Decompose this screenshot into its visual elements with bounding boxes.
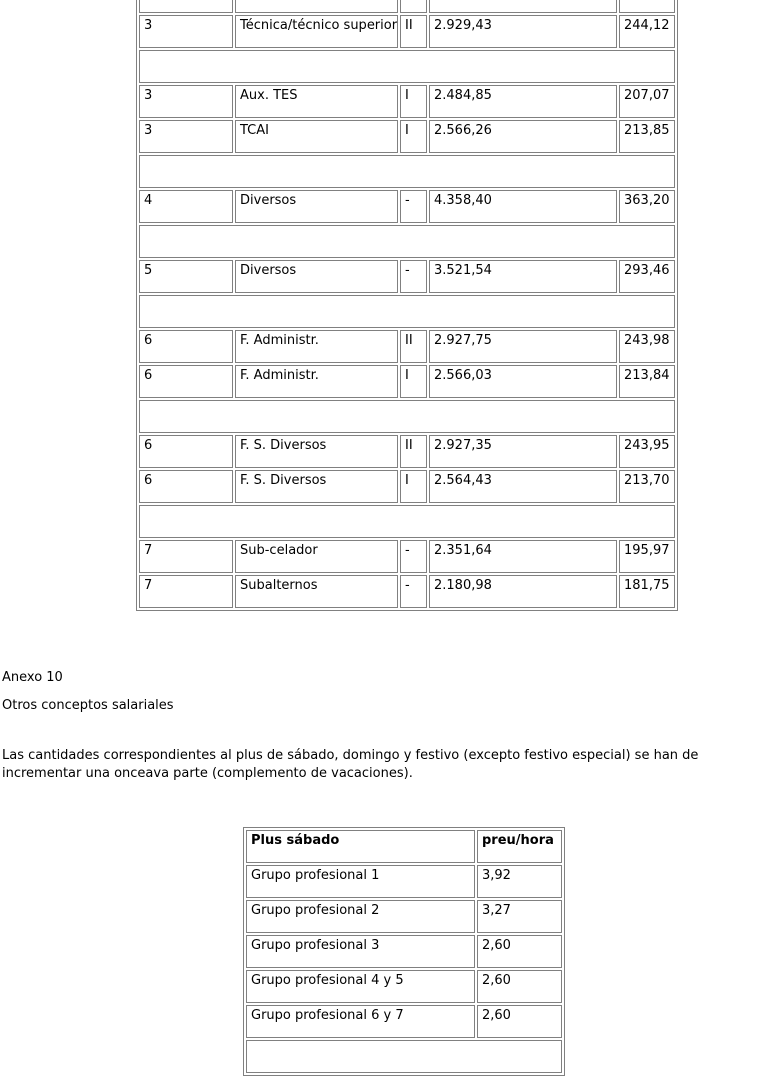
level-cell: I: [400, 120, 427, 153]
monthly-amount-cell: 2.180,98: [429, 575, 617, 608]
table-row: [246, 970, 562, 1003]
group-label-cell: Grupo profesional 6 y 7: [246, 1005, 475, 1038]
category-cell: [235, 0, 398, 13]
group-number-cell: 5: [139, 260, 233, 293]
spacer-cell: [139, 225, 675, 258]
table-row: [246, 1005, 562, 1038]
daily-amount-cell: 213,85: [619, 120, 675, 153]
group-number-cell: 7: [139, 540, 233, 573]
table-row: [246, 900, 562, 933]
level-cell: I: [400, 85, 427, 118]
spacer-row: [246, 1040, 562, 1073]
level-cell: -: [400, 540, 427, 573]
category-cell: Técnica/técnico superior: [235, 15, 398, 48]
table-row: [246, 935, 562, 968]
spacer-cell: [139, 50, 675, 83]
plus-sabado-table: [243, 827, 565, 1076]
category-cell: TCAI: [235, 120, 398, 153]
table-row: [139, 15, 675, 48]
daily-amount-cell: 363,20: [619, 190, 675, 223]
category-cell: Diversos: [235, 260, 398, 293]
table-row: [246, 865, 562, 898]
spacer-cell: [139, 505, 675, 538]
table-row: [139, 435, 675, 468]
group-label-cell: Grupo profesional 1: [246, 865, 475, 898]
daily-amount-cell: 213,84: [619, 365, 675, 398]
daily-amount-cell: 293,46: [619, 260, 675, 293]
spacer-cell: [139, 295, 675, 328]
salary-table: [136, 0, 678, 611]
category-cell: F. Administr.: [235, 330, 398, 363]
daily-amount-cell: 243,95: [619, 435, 675, 468]
category-cell: Subalternos: [235, 575, 398, 608]
level-cell: II: [400, 435, 427, 468]
daily-amount-cell: [619, 0, 675, 13]
spacer-row: [139, 400, 675, 433]
spacer-cell: [139, 155, 675, 188]
daily-amount-cell: 207,07: [619, 85, 675, 118]
group-number-cell: 7: [139, 575, 233, 608]
table-row: [139, 85, 675, 118]
level-cell: [400, 0, 427, 13]
monthly-amount-cell: 2.484,85: [429, 85, 617, 118]
price-cell: 2,60: [477, 1005, 562, 1038]
annex-paragraph: Las cantidades correspondientes al plus de sábado, domingo y festivo (excepto festivo especial) se han de incrementar una onceava parte (complemento de vacaciones).: [2, 748, 699, 781]
table-row: [139, 470, 675, 503]
level-cell: II: [400, 15, 427, 48]
level-cell: -: [400, 190, 427, 223]
category-cell: F. S. Diversos: [235, 435, 398, 468]
category-cell: Aux. TES: [235, 85, 398, 118]
table-row: [139, 190, 675, 223]
annex-subtitle: Otros conceptos salariales: [2, 698, 174, 713]
level-cell: I: [400, 365, 427, 398]
table-row: [139, 120, 675, 153]
monthly-amount-cell: 2.929,43: [429, 15, 617, 48]
category-cell: Sub-celador: [235, 540, 398, 573]
group-number-cell: 3: [139, 120, 233, 153]
daily-amount-cell: 244,12: [619, 15, 675, 48]
monthly-amount-cell: 2.351,64: [429, 540, 617, 573]
monthly-amount-cell: [429, 0, 617, 13]
price-cell: 3,27: [477, 900, 562, 933]
plus-table-body: [246, 865, 562, 1073]
monthly-amount-cell: 2.564,43: [429, 470, 617, 503]
category-cell: Diversos: [235, 190, 398, 223]
spacer-row: [139, 50, 675, 83]
group-number-cell: [139, 0, 233, 13]
category-cell: F. S. Diversos: [235, 470, 398, 503]
monthly-amount-cell: 2.927,35: [429, 435, 617, 468]
annex-title: Anexo 10: [2, 670, 63, 685]
group-label-cell: Grupo profesional 3: [246, 935, 475, 968]
table-row: [139, 0, 675, 13]
spacer-row: [139, 225, 675, 258]
spacer-cell: [246, 1040, 562, 1073]
group-number-cell: 6: [139, 365, 233, 398]
group-number-cell: 6: [139, 435, 233, 468]
group-label-cell: Grupo profesional 4 y 5: [246, 970, 475, 1003]
spacer-row: [139, 295, 675, 328]
monthly-amount-cell: 2.927,75: [429, 330, 617, 363]
daily-amount-cell: 195,97: [619, 540, 675, 573]
level-cell: -: [400, 575, 427, 608]
price-cell: 2,60: [477, 970, 562, 1003]
monthly-amount-cell: 2.566,26: [429, 120, 617, 153]
price-cell: 2,60: [477, 935, 562, 968]
daily-amount-cell: 243,98: [619, 330, 675, 363]
level-cell: II: [400, 330, 427, 363]
plus-table-header-row: [246, 830, 562, 863]
spacer-row: [139, 505, 675, 538]
group-number-cell: 4: [139, 190, 233, 223]
level-cell: I: [400, 470, 427, 503]
table-row: [139, 575, 675, 608]
daily-amount-cell: 181,75: [619, 575, 675, 608]
price-cell: 3,92: [477, 865, 562, 898]
salary-table-body: [139, 0, 675, 608]
monthly-amount-cell: 4.358,40: [429, 190, 617, 223]
daily-amount-cell: 213,70: [619, 470, 675, 503]
plus-table-header-price: preu/hora: [477, 830, 562, 863]
table-row: [139, 330, 675, 363]
group-number-cell: 6: [139, 330, 233, 363]
level-cell: -: [400, 260, 427, 293]
spacer-row: [139, 155, 675, 188]
group-number-cell: 3: [139, 15, 233, 48]
group-number-cell: 6: [139, 470, 233, 503]
table-row: [139, 365, 675, 398]
table-row: [139, 260, 675, 293]
table-row: [139, 540, 675, 573]
plus-table-header-concept: Plus sábado: [246, 830, 475, 863]
monthly-amount-cell: 2.566,03: [429, 365, 617, 398]
category-cell: F. Administr.: [235, 365, 398, 398]
monthly-amount-cell: 3.521,54: [429, 260, 617, 293]
spacer-cell: [139, 400, 675, 433]
group-number-cell: 3: [139, 85, 233, 118]
group-label-cell: Grupo profesional 2: [246, 900, 475, 933]
